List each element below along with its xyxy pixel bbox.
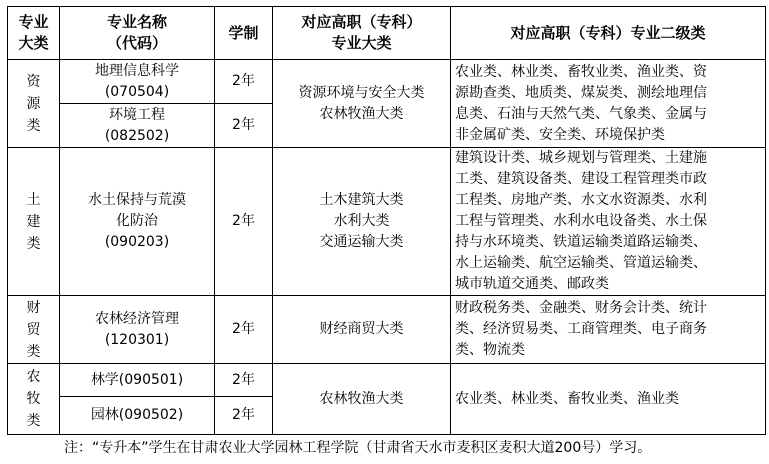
header-major: 专业名称 （代码） [60, 7, 215, 60]
table-row [8, 296, 766, 364]
hv-sub-cell: 农业类、林业类、畜牧业类、渔业类 [451, 364, 766, 435]
major-cell: 园林(090502) [60, 397, 215, 435]
header-duration: 学制 [215, 7, 273, 60]
hv-category-cell: 资源环境与安全大类 农林牧渔大类 [273, 60, 451, 148]
hv-sub-cell: 财政税务类、金融类、财务会计类、统计 类、经济贸易类、工商管理类、电子商务 类、物流类 [451, 296, 766, 364]
duration-cell: 2年 [215, 60, 273, 104]
header-hv-category: 对应高职（专科） 专业大类 [273, 7, 451, 60]
hv-category-cell: 财经商贸大类 [273, 296, 451, 364]
duration-cell: 2年 [215, 364, 273, 397]
table-row [8, 364, 766, 397]
header-row [8, 7, 766, 60]
major-cell: 水土保持与荒漠 化防治 (090203) [60, 148, 215, 296]
duration-cell: 2年 [215, 397, 273, 435]
category-cell: 资 源 类 [8, 60, 60, 148]
major-cell: 林学(090501) [60, 364, 215, 397]
hv-sub-cell: 农业类、林业类、畜牧业类、渔业类、资 源勘查类、地质类、煤炭类、测绘地理信 息类、石油与天然气类、气象类、金属与 非金属矿类、安全类、环境保护类 [451, 60, 766, 148]
category-cell: 农 牧 类 [8, 364, 60, 435]
hv-category-cell: 土木建筑大类 水利大类 交通运输大类 [273, 148, 451, 296]
duration-cell: 2年 [215, 148, 273, 296]
table-row [8, 60, 766, 104]
hv-category-cell: 农林牧渔大类 [273, 364, 451, 435]
table-row [8, 148, 766, 296]
duration-cell: 2年 [215, 296, 273, 364]
header-hv-sub: 对应高职（专科）专业二级类 [451, 7, 766, 60]
category-cell: 土 建 类 [8, 148, 60, 296]
category-cell: 财 贸 类 [8, 296, 60, 364]
major-cell: 环境工程 (082502) [60, 104, 215, 148]
major-cell: 农林经济管理 (120301) [60, 296, 215, 364]
header-category: 专业 大类 [8, 7, 60, 60]
major-cell: 地理信息科学 (070504) [60, 60, 215, 104]
footnote: 注：“专升本”学生在甘肃农业大学园林工程学院（甘肃省天水市麦积区麦积大道200号）学习。 [64, 440, 652, 456]
major-correspondence-table [7, 6, 766, 435]
duration-cell: 2年 [215, 104, 273, 148]
hv-sub-cell: 建筑设计类、城乡规划与管理类、土建施 工类、建筑设备类、建设工程管理类市政 工程类、房地产类、水文水资源类、水利 工程与管理类、水利水电设备类、水土保 持与水环境类、铁道运输类道路运输类、 水上运输类、航空运输类、管道运输类、 城市轨道交通类、邮政类 [451, 148, 766, 296]
